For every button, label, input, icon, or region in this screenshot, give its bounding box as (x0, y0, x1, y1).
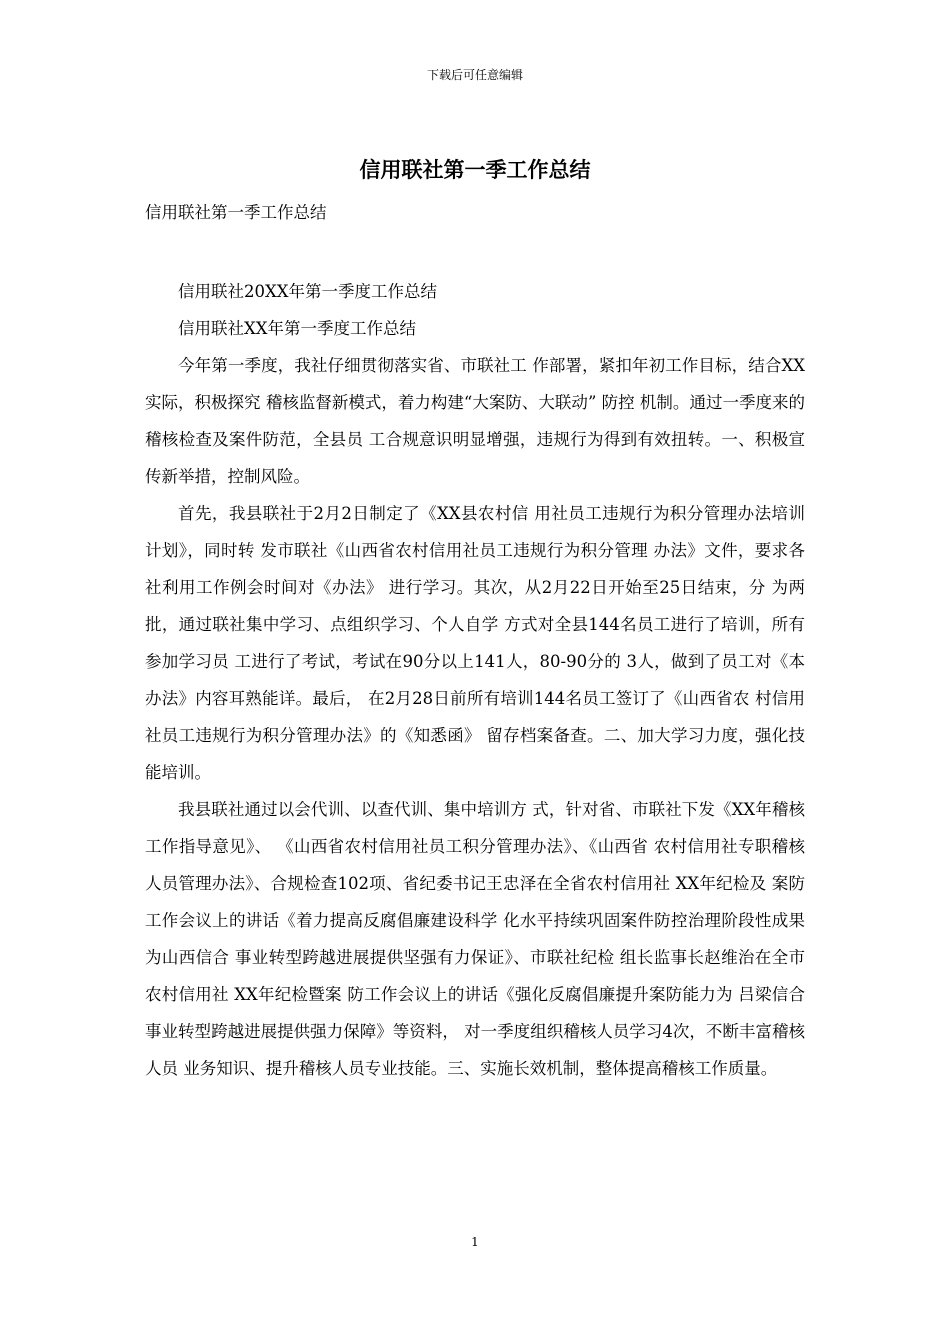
body-paragraph: 我县联社通过以会代训、以查代训、集中培训方 式，针对省、市联社下发《XX年稽核工作指导意见》、 《山西省农村信用社员工积分管理办法》、《山西省 农村信用社专职稽核人员管理办法》、合规检查102项、省纪委书记王忠泽在全省农村信用社 XX年纪检及 案防工作会议上的讲话《着力提高反腐倡廉建设科学 化水平持续巩固案件防控治理阶段性成果为山西信合 事业转型跨越进展提供坚强有力保证》、市联社纪检 组长监事长赵维治在全市农村信用社 XX年纪检暨案 防工作会议上的讲话《强化反腐倡廉提升案防能力为 吕梁信合事业转型跨越进展提供强力保障》等资料， 对一季度组织稽核人员学习4次，不断丰富稽核人员 业务知识、提升稽核人员专业技能。三、实施长效机制，整体提高稽核工作质量。 (145, 800, 805, 1078)
body-paragraph: 今年第一季度，我社仔细贯彻落实省、市联社工 作部署，紧扣年初工作目标，结合XX实际，积极探究 稽核监督新模式，着力构建“大案防、大联动” 防控 机制。通过一季度来的稽核检查及案件防范，全县员 工合规意识明显增强，违规行为得到有效扭转。一、积极宣传新举措，控制风险。 (145, 356, 805, 486)
page-number: 1 (471, 1235, 479, 1249)
document-body (145, 273, 805, 1087)
document-title: 信用联社第一季工作总结 (359, 157, 591, 182)
page-header: 下载后可任意编辑 (426, 68, 523, 82)
document-subtitle: 信用联社第一季工作总结 (145, 203, 327, 222)
body-paragraph: 信用联社20XX年第一季度工作总结 (178, 282, 437, 301)
body-paragraph: 信用联社XX年第一季度工作总结 (178, 319, 416, 338)
body-paragraph: 首先，我县联社于2月2日制定了《XX县农村信 用社员工违规行为积分管理办法培训计划》，同时转 发市联社《山西省农村信用社员工违规行为积分管理 办法》文件，要求各社利用工作例会时间对《办法》 进行学习。其次，从2月22日开始至25日结束，分 为两批，通过联社集中学习、点组织学习、个人自学 方式对全县144名员工进行了培训，所有参加学习员 工进行了考试，考试在90分以上141人，80-90分的 3人，做到了员工对《本办法》内容耳熟能详。最后， 在2月28日前所有培训144名员工签订了《山西省农 村信用社员工违规行为积分管理办法》的《知悉函》 留存档案备查。二、加大学习力度，强化技能培训。 (145, 504, 805, 782)
